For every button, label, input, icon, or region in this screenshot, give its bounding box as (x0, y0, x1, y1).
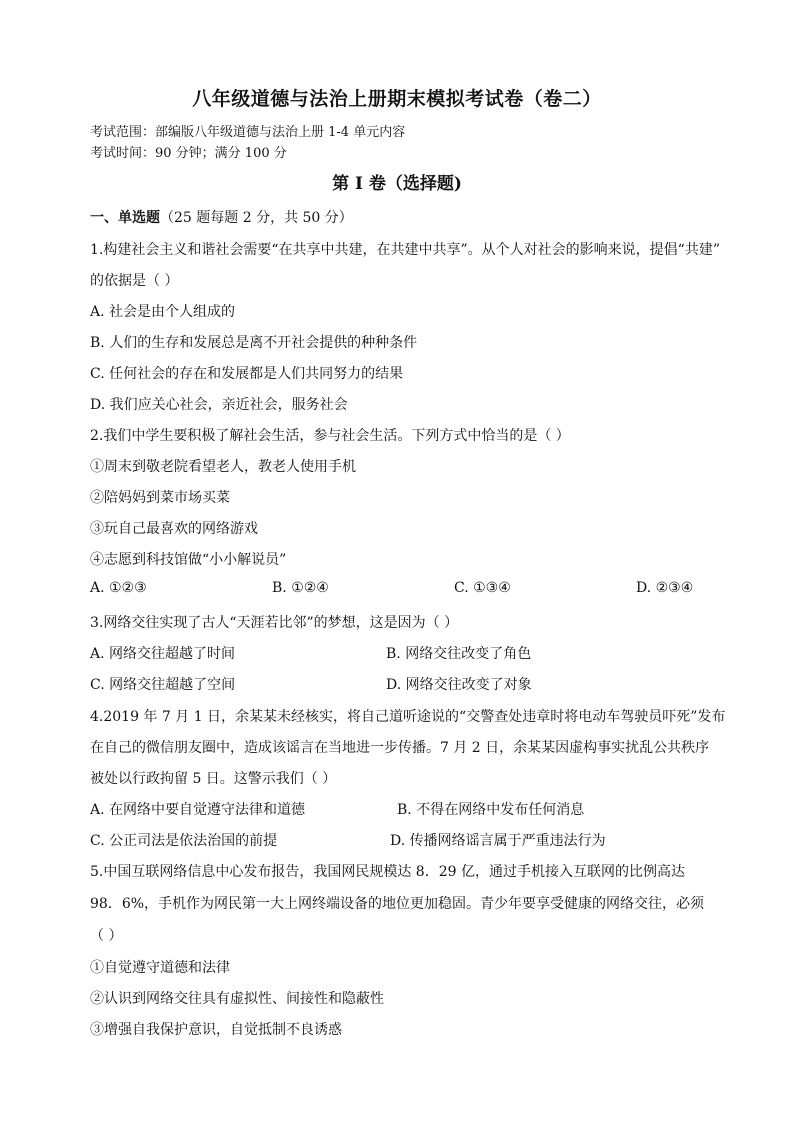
question-5-line-2: 98．6%，手机作为网民第一大上网终端设备的地位更加稳固。青少年要享受健康的网络交往，必须 (90, 896, 705, 912)
section-title: 第 I 卷（选择题) (332, 174, 462, 194)
question-3-option-d: D. 网络交往改变了对象 (386, 677, 532, 693)
question-1-option-c: C. 任何社会的存在和发展都是人们共同努力的结果 (90, 366, 404, 382)
question-5-item-1: ①自觉遵守道德和法律 (90, 960, 230, 976)
question-5-line-1: 5.中国互联网络信息中心发布报告，我国网民规模达 8．29 亿，通过手机接入互联网的比例高达 (90, 864, 685, 880)
question-3-option-a: A. 网络交往超越了时间 (90, 646, 236, 662)
question-2-line-1: 2.我们中学生要积极了解社会生活，参与社会生活。下列方式中恰当的是（ ） (90, 428, 570, 444)
question-4-line-1: 4.2019 年 7 月 1 日，余某某未经核实，将自己道听途说的“交警查处违章时将电动车驾驶员吓死”发布 (90, 709, 726, 725)
question-2-item-1: ①周末到敬老院看望老人，教老人使用手机 (90, 459, 356, 475)
question-1-line-2: 的依据是（ ） (90, 273, 179, 289)
question-4-option-c: C. 公正司法是依法治国的前提 (90, 833, 278, 849)
exam-title: 八年级道德与法治上册期末模拟考试卷（卷二） (192, 88, 602, 110)
question-5-line-3: （ ） (90, 928, 123, 944)
question-4-line-2: 在自己的微信朋友圈中，造成该谣言在当地进一步传播。7 月 2 日，余某某因虚构事实扰乱公共秩序 (90, 740, 710, 756)
question-1-option-d: D. 我们应关心社会，亲近社会，服务社会 (90, 397, 348, 413)
question-4-option-b: B. 不得在网络中发布任何消息 (397, 802, 585, 818)
question-2-item-2: ②陪妈妈到菜市场买菜 (90, 490, 230, 506)
question-4-option-a: A. 在网络中要自觉遵守法律和道德 (90, 802, 306, 818)
question-2-option-c: C. ①③④ (454, 580, 511, 596)
exam-scope: 考试范围：部编版八年级道德与法治上册 1-4 单元内容 (90, 125, 406, 140)
question-2-item-4: ④志愿到科技馆做“小小解说员” (90, 552, 287, 568)
part-note: （25 题每题 2 分，共 50 分） (160, 210, 353, 226)
question-3-line-1: 3.网络交往实现了古人“天涯若比邻”的梦想，这是因为（ ） (90, 615, 459, 631)
question-3-option-c: C. 网络交往超越了空间 (90, 677, 236, 693)
part-label: 一、单选题 (90, 210, 160, 226)
question-1-option-a: A. 社会是由个人组成的 (90, 304, 236, 320)
question-1-line-1: 1.构建社会主义和谐社会需要“在共享中共建，在共建中共享”。从个人对社会的影响来说，提倡“共建” (90, 242, 720, 258)
question-1-option-b: B. 人们的生存和发展总是离不开社会提供的种种条件 (90, 335, 418, 351)
question-4-line-3: 被处以行政拘留 5 日。这警示我们（ ） (90, 771, 337, 787)
question-5-item-3: ③增强自我保护意识，自觉抵制不良诱惑 (90, 1022, 342, 1038)
exam-time: 考试时间：90 分钟；满分 100 分 (90, 146, 287, 161)
part-heading (90, 207, 353, 227)
question-2-option-d: D. ②③④ (636, 580, 694, 596)
question-2-option-a: A. ①②③ (90, 580, 147, 596)
question-4-option-d: D. 传播网络谣言属于严重违法行为 (390, 833, 606, 849)
question-2-item-3: ③玩自己最喜欢的网络游戏 (90, 521, 258, 537)
question-3-option-b: B. 网络交往改变了角色 (386, 646, 532, 662)
question-5-item-2: ②认识到网络交往具有虚拟性、间接性和隐蔽性 (90, 991, 384, 1007)
question-2-option-b: B. ①②④ (272, 580, 329, 596)
